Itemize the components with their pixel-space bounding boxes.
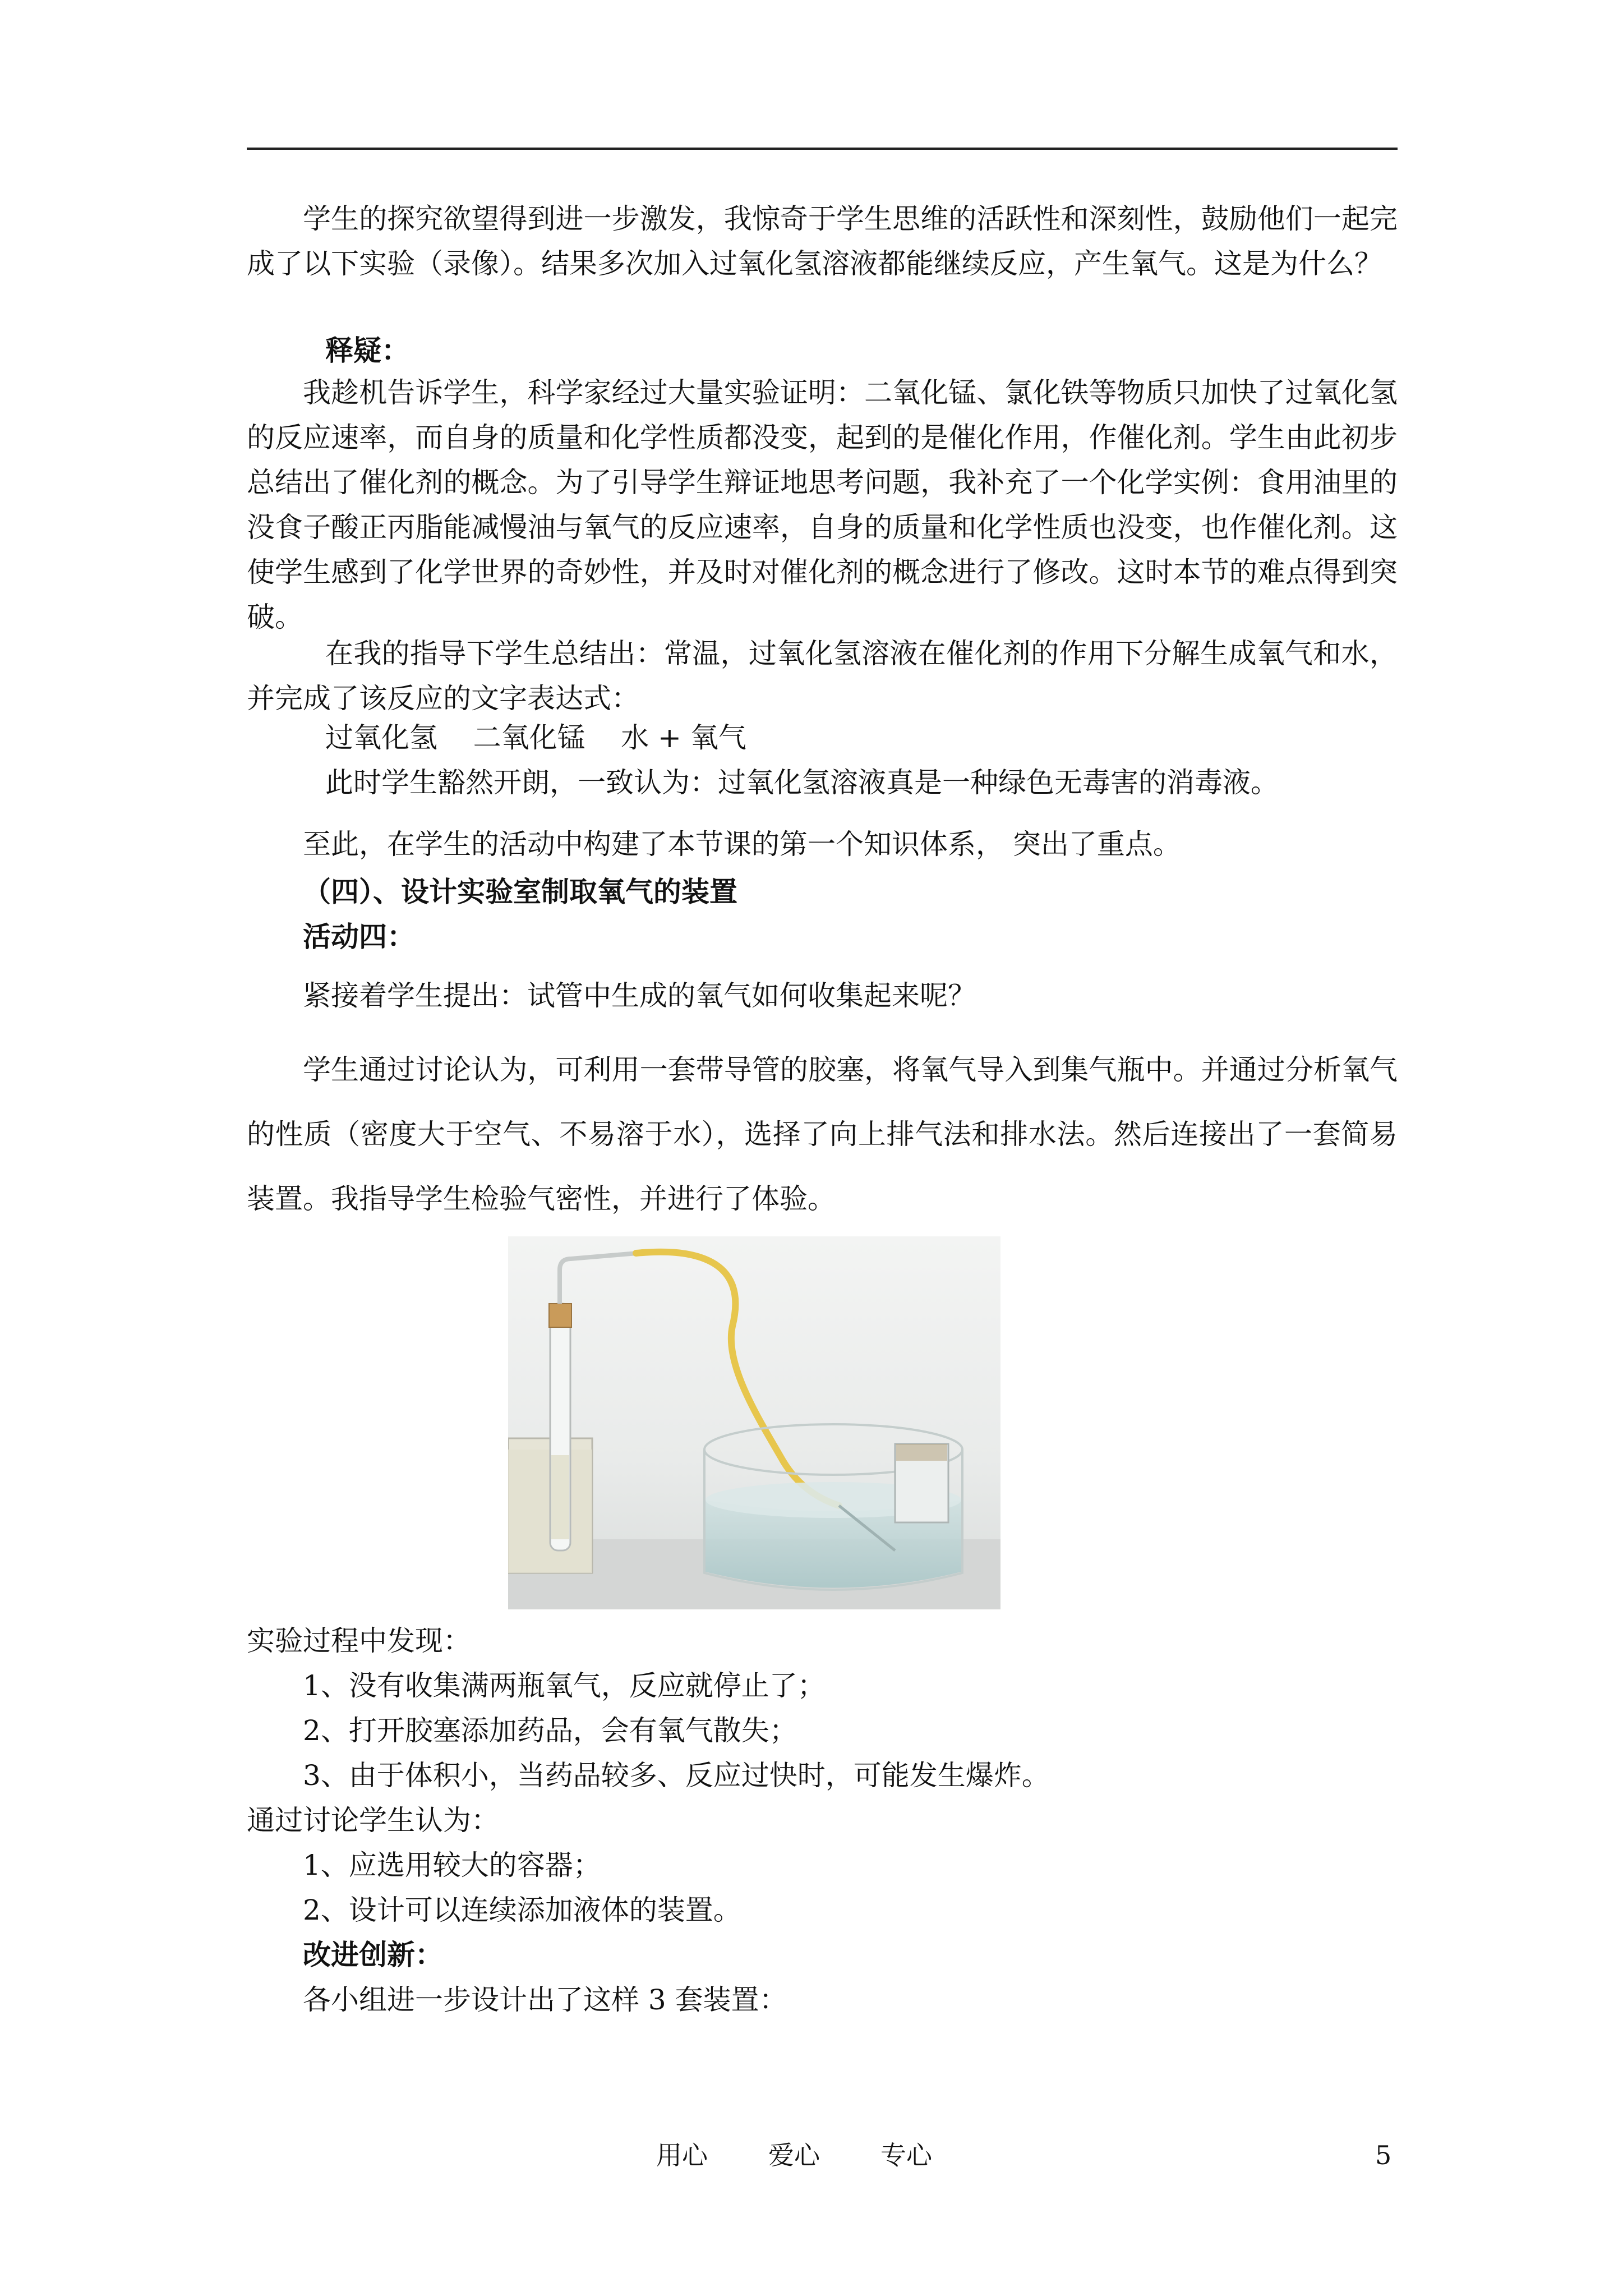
heading-improvement: 改进创新： — [303, 1938, 443, 1971]
paragraph-three-devices: 各小组进一步设计出了这样 3 套装置： — [303, 1984, 787, 2016]
paragraph-apparatus: 学生通过讨论认为，可利用一套带导管的胶塞，将氧气导入到集气瓶中。并通过分析氧气的性质（密度大于空气、不易溶于水），选择了向上排气法和排水法。然后连接出了一套简易装置。我指导学生检验气密性，并进行了体验。 — [247, 1053, 1398, 1215]
paragraph-summary: 在我的指导下学生总结出：常温，过氧化氢溶液在催化剂的作用下分解生成氧气和水，并完成了该反应的文字表达式： — [247, 637, 1398, 715]
paragraph-catalyst: 我趁机告诉学生，科学家经过大量实验证明：二氧化锰、氯化铁等物质只加快了过氧化氢的反应速率，而自身的质量和化学性质都没变，起到的是催化作用，作催化剂。学生由此初步总结出了催化剂的概念。为了引导学生辩证地思考问题，我补充了一个化学实例：食用油里的没食子酸正丙脂能减慢油与氧气的反应速率，自身的质量和化学性质也没变，也作催化剂。这使学生感到了化学世界的奇妙性，并及时对催化剂的概念进行了修改。这时本节的难点得到突破。 — [247, 376, 1398, 633]
conclusion-item-2: 2、设计可以连续添加液体的装置。 — [303, 1894, 741, 1926]
paragraph-exploration: 学生的探究欲望得到进一步激发，我惊奇于学生思维的活跃性和深刻性，鼓励他们一起完成了以下实验（录像）。结果多次加入过氧化氢溶液都能继续反应，产生氧气。这是为什么？ — [247, 203, 1398, 280]
footer-word-1: 用心 — [656, 2140, 708, 2170]
paragraph-question: 紧接着学生提出：试管中生成的氧气如何收集起来呢？ — [303, 979, 976, 1012]
footer-word-2: 爱心 — [768, 2140, 820, 2170]
paragraph-findings-intro: 实验过程中发现： — [247, 1625, 471, 1657]
page-number: 5 — [1375, 2140, 1392, 2170]
experiment-photo — [508, 1236, 1000, 1609]
paragraph-disinfectant: 此时学生豁然开朗，一致认为：过氧化氢溶液真是一种绿色无毒害的消毒液。 — [325, 766, 1279, 799]
finding-item-2: 2、打开胶塞添加药品，会有氧气散失； — [303, 1714, 797, 1747]
conclusion-item-1: 1、应选用较大的容器； — [303, 1849, 601, 1881]
heading-activity-four: 活动四： — [303, 920, 415, 953]
finding-item-3: 3、由于体积小，当药品较多、反应过快时，可能发生爆炸。 — [303, 1759, 1050, 1792]
paragraph-conclusion-intro: 通过讨论学生认为： — [247, 1804, 499, 1837]
heading-section-four: （四）、设计实验室制取氧气的装置 — [303, 875, 737, 908]
heading-clarify: 释疑： — [325, 334, 409, 367]
header-rule — [247, 148, 1398, 150]
footer-word-3: 专心 — [880, 2140, 932, 2170]
word-equation: 过氧化氢 二氧化锰 水 + 氧气 — [325, 721, 746, 754]
paragraph-knowledge-system: 至此，在学生的活动中构建了本节课的第一个知识体系， 突出了重点。 — [303, 828, 1181, 861]
finding-item-1: 1、没有收集满两瓶氧气，反应就停止了； — [303, 1669, 826, 1702]
